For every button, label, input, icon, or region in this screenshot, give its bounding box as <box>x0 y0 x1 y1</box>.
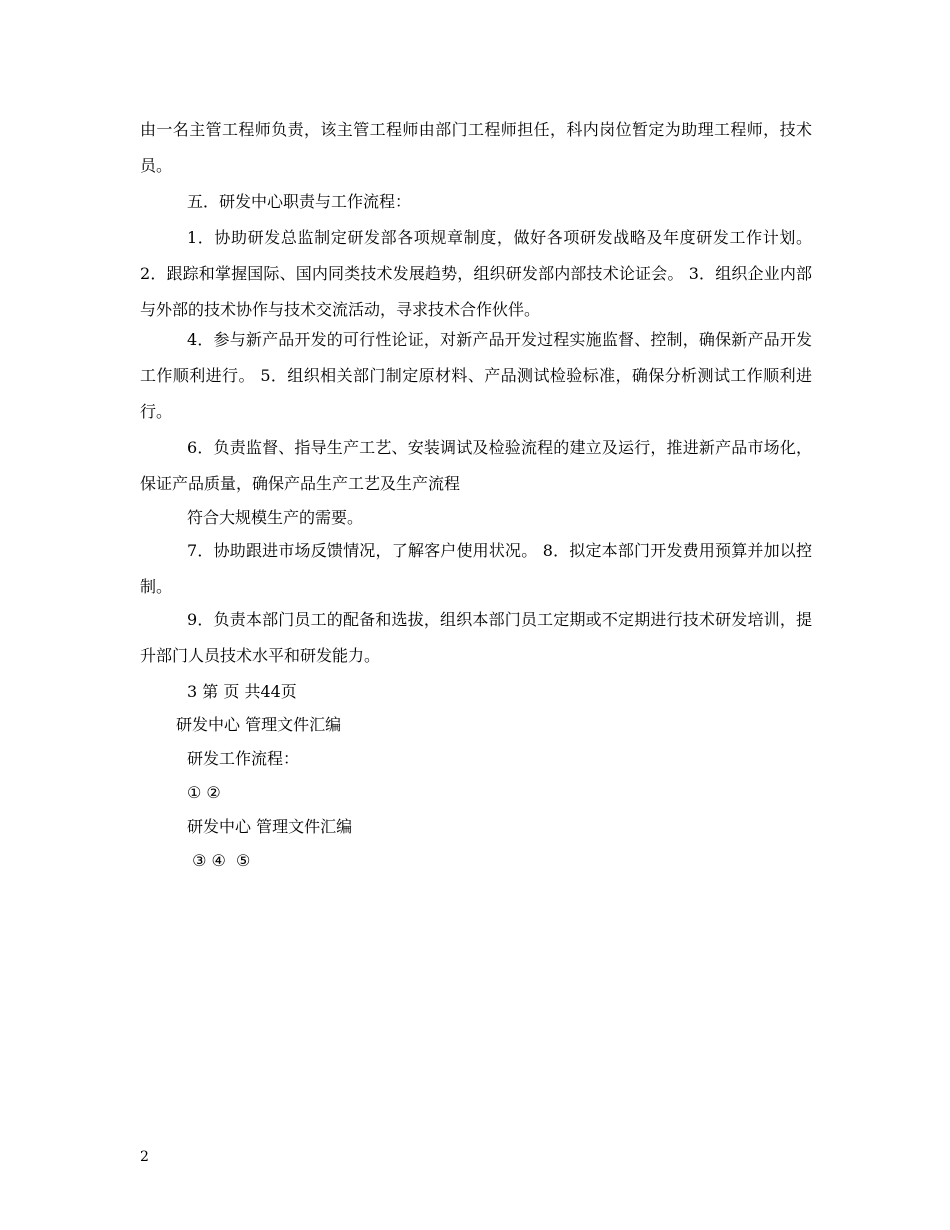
page-number: 2 <box>140 1149 149 1165</box>
paragraph-item-6: 6．负责监督、指导生产工艺、安装调试及检验流程的建立及运行，推进新产品市场化，保证产品质量，确保产品生产工艺及生产流程 <box>140 438 812 493</box>
paragraph-items-4-5: 4．参与新产品开发的可行性论证，对新产品开发过程实施监督、控制，确保新产品开发工作顺利进行。 5．组织相关部门制定原材料、产品测试检验标准，确保分析测试工作顺利进行。 <box>140 330 812 421</box>
workflow-steps-3-5: ③ ④ ⑤ <box>187 851 251 870</box>
paragraph-items-7-8: 7．协助跟进市场反馈情况，了解客户使用状况。 8．拟定本部门开发费用预算并加以控制。 <box>140 541 812 596</box>
page-count-line: 3 第 页 共44页 <box>187 682 297 701</box>
workflow-heading: 研发工作流程： <box>187 749 300 768</box>
header-title-line-repeat: 研发中心 管理文件汇编 <box>187 817 353 836</box>
header-title-line: 研发中心 管理文件汇编 <box>176 715 342 734</box>
paragraph-intro: 由一名主管工程师负责，该主管工程师由部门工程师担任，科内岗位暂定为助理工程师，技术员。 <box>140 120 812 175</box>
paragraph-item-9: 9．负责本部门员工的配备和选拔，组织本部门员工定期或不定期进行技术研发培训，提升部门人员技术水平和研发能力。 <box>140 610 812 665</box>
section-heading-responsibilities: 五．研发中心职责与工作流程： <box>187 192 412 211</box>
workflow-steps-1-2: ① ② <box>187 783 221 802</box>
paragraph-item-6-continued: 符合大规模生产的需要。 <box>187 508 364 527</box>
paragraph-items-1-3: 1．协助研发总监制定研发部各项规章制度，做好各项研发战略及年度研发工作计划。 2．跟踪和掌握国际、国内同类技术发展趋势，组织研发部内部技术论证会。 3．组织企业内部与外部的技术协作与技术交流活动，寻求技术合作伙伴。 <box>140 228 812 319</box>
